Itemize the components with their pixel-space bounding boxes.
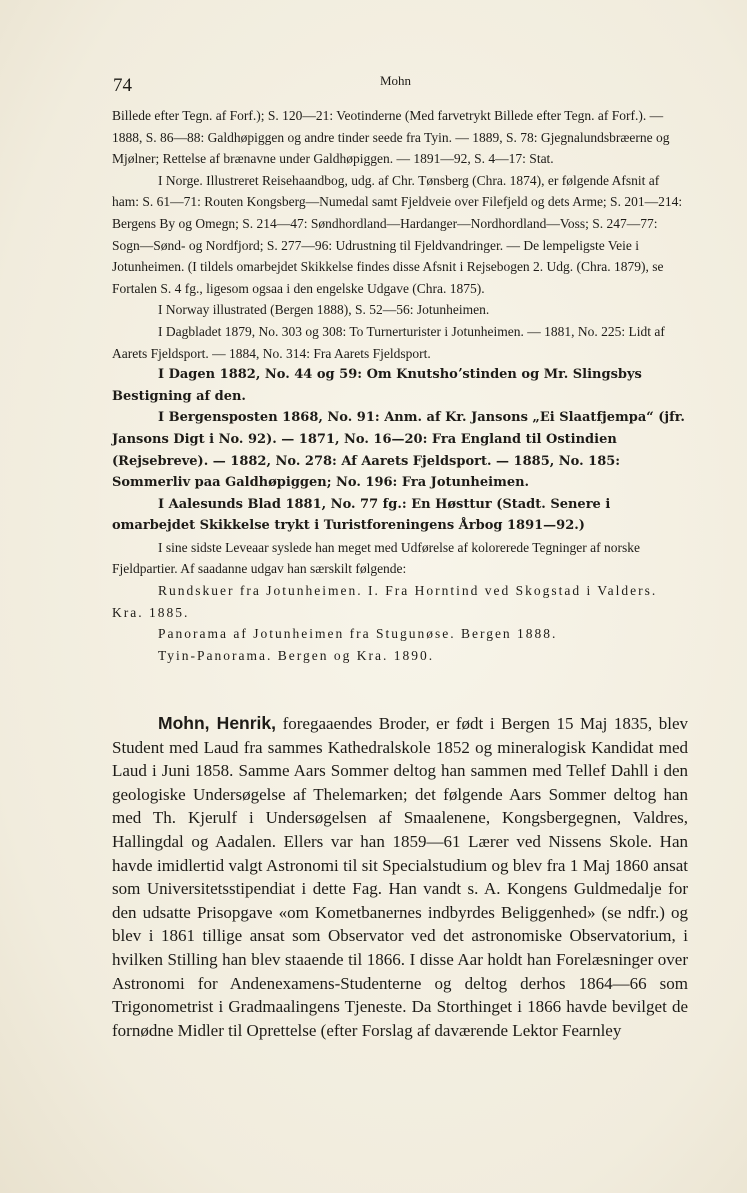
page-header (0, 72, 747, 96)
bibliography-paragraph: I sine sidste Leveaar syslede han meget med Udførelse af kolorerede Tegninger af norske Fjeldpartier. Af saadanne udgav han særskilt følgende: (112, 539, 640, 577)
bibliography-paragraph: Billede efter Tegn. af Forf.); S. 120—21: Veotinderne (Med farvetrykt Billede efter Tegn. af Forf.). — 1888, S. 86—88: Galdhøpiggen og andre tinder seede fra Tyin. — 1889, S. 78: Gjegnalundsbræerne og Mjølner; Rettelse af brænavne under Galdhøpiggen. — 1891—92, S. 4—17: Stat. (112, 108, 670, 167)
bibliography-paragraph: I Aalesunds Blad 1881, No. 77 fg.: En Høsttur (Stadt. Senere i omarbejdet Skikkelse trykt i Turistforeningens Årbog 1891—92.) (112, 496, 611, 534)
running-head: Mohn (380, 73, 412, 88)
bibliography-paragraph: I Dagen 1882, No. 44 og 59: Om Knutshoʼstinden og Mr. Slingsbys Bestigning af den. (112, 367, 642, 404)
biography-section (112, 712, 688, 1042)
biography-paragraph (112, 712, 688, 1042)
bibliography-paragraph: Tyin-Panorama. Bergen og Kra. 1890. (158, 647, 435, 663)
page-number: 74 (113, 75, 132, 96)
bibliography-paragraph: Panorama af Jotunheimen fra Stugunøse. Bergen 1888. (158, 626, 558, 642)
bibliography-paragraph: Rundskuer fra Jotunheimen. I. Fra Horntind ved Skogstad i Valders. Kra. 1885. (112, 583, 658, 620)
biography-text: foregaaendes Broder, er født i Bergen 15 Maj 1835, blev Student med Laud fra sammes Kathedralskole 1852 og mineralogisk Kandidat med Laud i Juni 1858. Samme Aars Sommer deltog han sammen med Tellef Dahll i den geologiske Undersøgelse af Thelemarken; det følgende Aars Sommer deltog han med Th. Kjerulf i Undersøgelsen af Smaalenene, Kongsbergegnen, Valdres, Hallingdal og Aadalen. Ellers var han 1859—61 Lærer ved Nissens Skole. Han havde imidlertid valgt Astronomi til sit Specialstudium og blev fra 1 Maj 1860 ansat som Universitetsstipendiat i dette Fag. Han vandt s. A. Kongens Guldmedalje for den udsatte Prisopgave «om Kometbanernes indbyrdes Beliggenhed» (se ndfr.) og blev i 1861 tillige ansat som Observator ved det astronomiske Observatorium, i hvilken Stilling han blev staaende til 1866. I disse Aar holdt han Forelæsninger over Astronomi for Andenexamens-Studenterne og deltog derhos 1864—66 som Trigonometrist i Gradmaalingens Tjeneste. Da Storthinget i 1866 havde bevilget de fornødne Midler til Oprettelse (efter Forslag af daværende Lektor Fearnley (112, 714, 689, 1040)
bibliography-paragraph: I Bergensposten 1868, No. 91: Anm. af Kr. Jansons „Ei Slaatfjempa“ (jfr. Jansons Digt i No. 92). — 1871, No. 16—20: Fra England til Ostindien (Rejsebreve). — 1882, No. 278: Af Aarets Fjeldsport. — 1885, No. 185: Sommerliv paa Galdhøpiggen; No. 196: Fra Jotunheimen. (112, 410, 685, 491)
bibliography-paragraph: I Norge. Illustreret Reisehaandbog, udg. af Chr. Tønsberg (Chra. 1874), er følgende Afsnit af ham: S. 61—71: Routen Kongsberg—Numedal samt Fjeldveie over Filefjeld og dets Arme; S. 201—214: Bergens By og Omegn; S. 214—47: Søndhordland—Hardanger—Nordhordland—Voss; S. 247—77: Sogn—Sønd- og Nordfjord; S. 277—96: Udrustning til Fjeldvandringer. — De lempeligste Veie i Jotunheimen. (I tildels omarbejdet Skikkelse findes disse Afsnit i Rejsebogen 2. Udg. (Chra. 1879), se Fortalen S. 4 fg., ligesom ogsaa i den engelske Udgave (Chra. 1875). (112, 172, 683, 296)
bibliography-section (112, 105, 686, 666)
bibliography-paragraph: I Dagbladet 1879, No. 303 og 308: To Turnerturister i Jotunheimen. — 1881, No. 225: Lidt af Aarets Fjeldsport. — 1884, No. 314: Fra Aarets Fjeldsport. (112, 323, 665, 361)
bibliography-paragraph: I Norway illustrated (Bergen 1888), S. 52—56: Jotunheimen. (158, 302, 490, 318)
entry-name: Mohn, Henrik, (158, 713, 277, 733)
